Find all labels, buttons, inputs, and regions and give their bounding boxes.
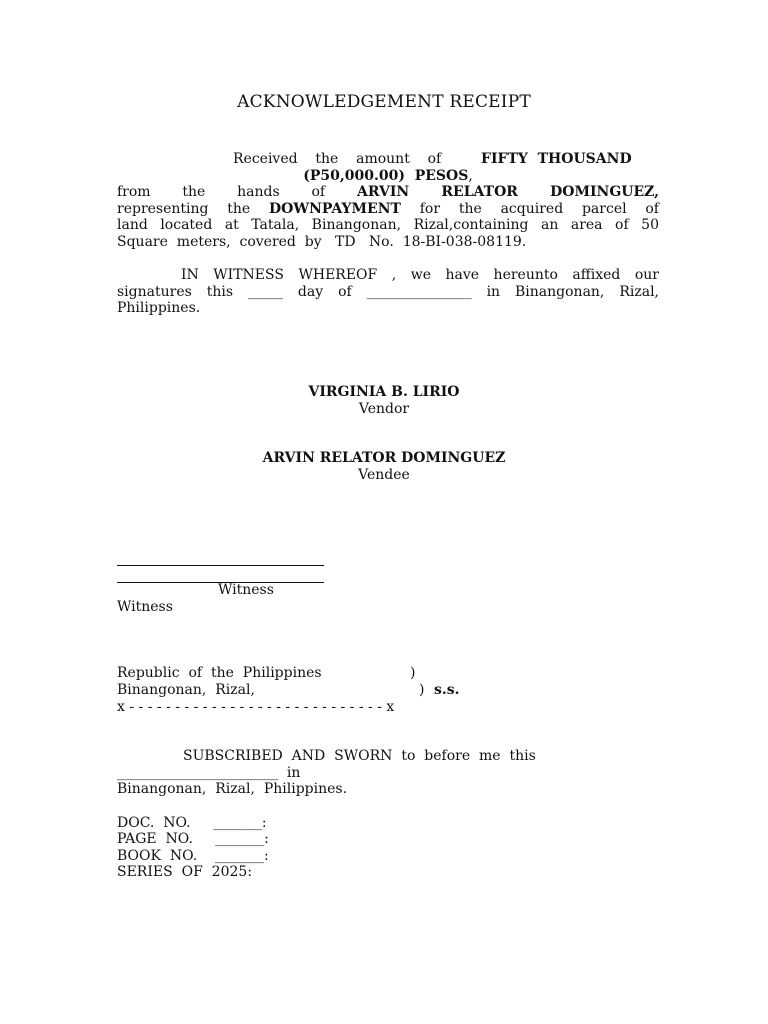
receipt-paragraph [117,151,659,251]
jurat-line-3: Binangonan, Rizal, Philippines. [117,781,348,797]
witness-label-2: Witness [117,599,173,615]
vendor-block [0,384,768,417]
downpayment-label: DOWNPAYMENT [269,200,401,217]
venue-paren-1: ) [410,665,416,681]
representing-text: representing the [117,200,251,217]
witness-clause-line-1: IN WITNESS WHEREOF , we have hereunto affixed our [181,267,659,283]
receipt-line-2 [117,168,659,185]
document-title: ACKNOWLEDGEMENT RECEIPT [237,92,531,112]
venue-separator: x - - - - - - - - - - - - - - - - - - - - - - - - - - - - x [117,699,395,715]
amount-comma: , [468,167,473,184]
venue-binangonan: Binangonan, Rizal, [117,682,255,698]
witness-signature-line-2 [117,566,324,583]
notarial-series: SERIES OF 2025: [117,864,253,880]
receipt-line-6: Square meters, covered by TD No. 18-BI-038-08119. [117,233,527,250]
vendee-name: ARVIN RELATOR DOMINGUEZ [262,450,506,466]
witness-label-1: Witness [218,582,274,598]
notarial-page-no: PAGE NO. _______: [117,831,269,847]
receipt-line-4 [117,201,659,218]
venue-republic: Republic of the Philippines [117,665,322,681]
witness-signature-line-1 [117,549,324,566]
receipt-line-5: land located at Tatala, Binangonan, Rizal,containing an area of 50 [117,217,659,234]
vendee-role: Vendee [358,466,410,483]
received-prefix: Received the amount of [233,151,460,167]
vendee-block [0,450,768,483]
receipt-line-1 [117,151,659,168]
notarial-book-no: BOOK NO. _______: [117,848,269,864]
receipt-line-3 [117,184,659,201]
witness-clause-line-3: Philippines. [117,300,201,317]
jurat-line-1: SUBSCRIBED AND SWORN to before me this [183,748,536,764]
venue-ss: s.s. [434,682,460,698]
for-parcel-text: for the acquired parcel of [419,200,659,217]
from-text: from the hands of [117,184,326,201]
witness-clause [117,267,659,317]
payor-name: ARVIN RELATOR DOMINGUEZ, [356,184,660,201]
vendor-name: VIRGINIA B. LIRIO [308,384,460,400]
notarial-doc-no: DOC. NO. _______: [117,815,267,831]
vendor-role: Vendor [358,400,410,417]
jurat-line-2: _______________________ in [117,765,301,781]
amount-words: FIFTY THOUSAND [481,151,632,167]
amount-figure: (P50,000.00) PESOS [303,167,469,184]
witness-clause-line-2: signatures this _____ day of _______________ in Binangonan, Rizal, [117,283,659,300]
venue-paren-2: ) [419,682,425,698]
